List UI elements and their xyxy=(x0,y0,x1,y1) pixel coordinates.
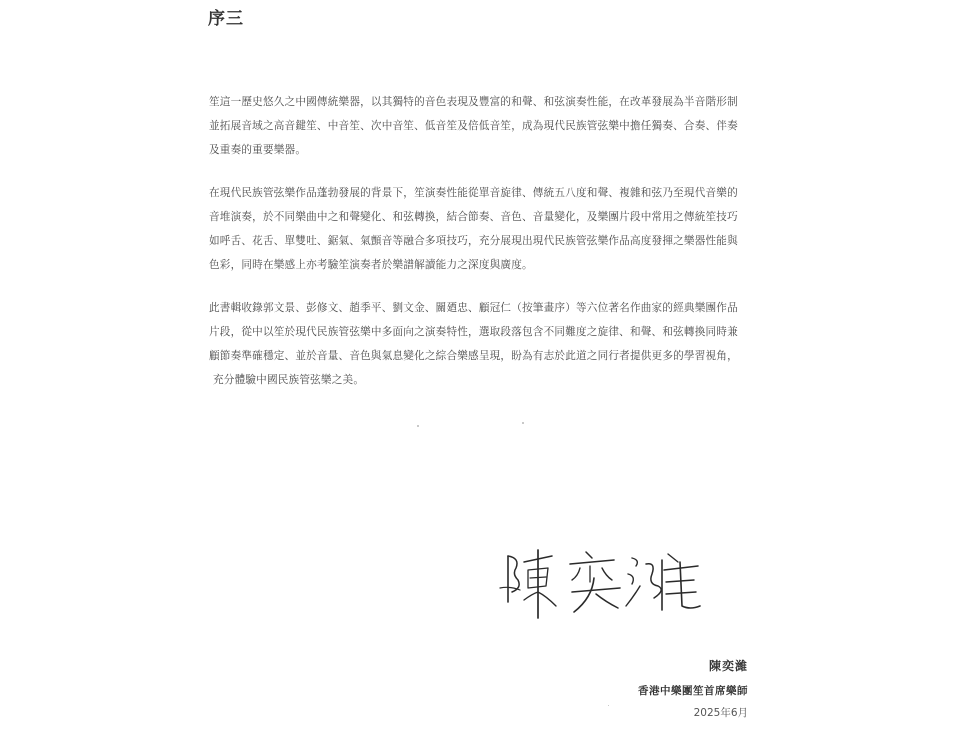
paragraph-line: 此書輯收錄郭文景、彭修文、趙季平、劉文金、關廼忠、顧冠仁（按筆畫序）等六位著名作曲家的經典樂團作品 xyxy=(209,302,738,314)
signature-date: 2025年6月 xyxy=(693,707,748,719)
scan-speck xyxy=(608,705,609,706)
paragraph-line: 音堆演奏，於不同樂曲中之和聲變化、和弦轉換，結合節奏、音色、音量變化，及樂團片段中常用之傳統笙技巧 xyxy=(209,211,738,223)
paragraph-line: 如呼舌、花舌、單雙吐、鋸氣、氣顫音等融合多項技巧，充分展現出現代民族管弦樂作品高度發揮之樂器性能與 xyxy=(209,235,738,247)
paragraph-line: 充分體驗中國民族管弦樂之美。 xyxy=(213,374,365,386)
paragraph-2 xyxy=(209,181,749,277)
paragraph-line: 片段，從中以笙於現代民族管弦樂中多面向之演奏特性，選取段落包含不同難度之旋律、和聲、和弦轉換同時兼 xyxy=(209,326,738,338)
paragraph-line: 及重奏的重要樂器。 xyxy=(209,144,307,156)
paragraph-line: 顧節奏準確穩定、並於音量、音色與氣息變化之綜合樂感呈現，盼為有志於此道之同行者提供更多的學習視角， xyxy=(209,350,738,362)
paragraph-line: 並拓展音域之高音鍵笙、中音笙、次中音笙、低音笙及倍低音笙，成為現代民族管弦樂中擔任獨奏、合奏、伴奏 xyxy=(209,120,738,132)
scan-speck xyxy=(522,422,524,424)
paragraph-1 xyxy=(209,90,749,162)
handwritten-signature xyxy=(494,540,704,626)
paragraph-3 xyxy=(209,296,749,392)
document-title: 序三 xyxy=(208,9,244,29)
scan-speck xyxy=(417,425,419,427)
paragraph-line: 笙這一歷史悠久之中國傳統樂器，以其獨特的音色表現及豐富的和聲、和弦演奏性能，在改革發展為半音階形制 xyxy=(209,96,738,108)
signatory-name: 陳奕濰 xyxy=(708,659,748,673)
paragraph-line: 在現代民族管弦樂作品蓬勃發展的背景下，笙演奏性能從單音旋律、傳統五八度和聲、複雜和弦乃至現代音樂的 xyxy=(209,187,738,199)
paragraph-line: 色彩，同時在樂感上亦考驗笙演奏者於樂譜解讀能力之深度與廣度。 xyxy=(209,259,533,271)
signatory-title: 香港中樂團笙首席樂師 xyxy=(638,685,748,697)
